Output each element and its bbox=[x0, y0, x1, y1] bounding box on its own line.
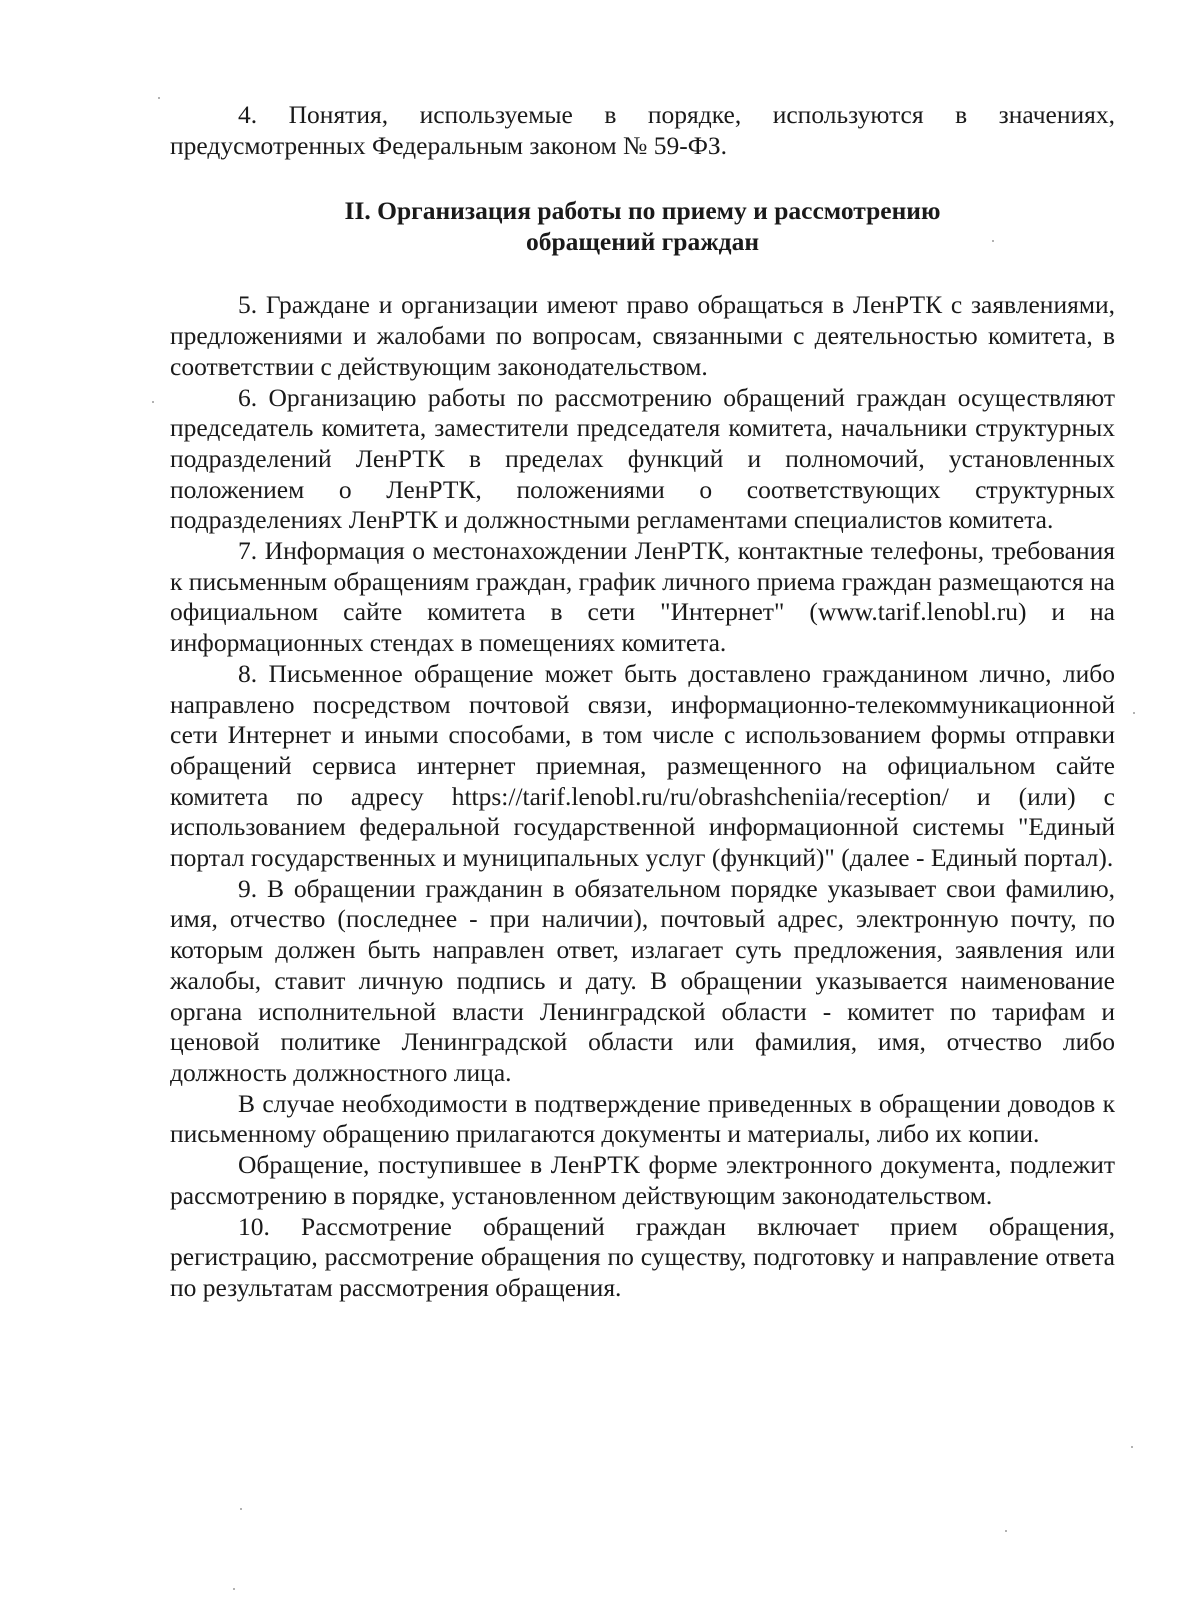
paragraph-9-attachments: В случае необходимости в подтверждение приведенных в обращении доводов к письменному обращению прилагаются документы и материалы, либо их копии. bbox=[170, 1088, 1115, 1149]
paragraph-9: 9. В обращении гражданин в обязательном порядке указывает свои фамилию, имя, отчество (последнее - при наличии), почтовый адрес, электронную почту, по которым должен быть направлен ответ, излагает суть предложения, заявления или жалобы, ставит личную подпись и дату. В обращении указывается наименование органа исполнительной власти Ленинградской области - комитет по тарифам и ценовой политике Ленинградской области или фамилия, имя, отчество либо должность должностного лица. bbox=[170, 873, 1115, 1087]
paragraph-10: 10. Рассмотрение обращений граждан включает прием обращения, регистрацию, рассмотрение обращения по существу, подготовку и направление ответа по результатам рассмотрения обращения. bbox=[170, 1211, 1115, 1302]
paragraph-7: 7. Информация о местонахождении ЛенРТК, контактные телефоны, требования к письменным обращениям граждан, график личного приема граждан размещаются на официальном сайте комитета в сети "Интернет" (www.tarif.lenobl.ru) и на информационных стендах в помещениях комитета. bbox=[170, 536, 1115, 658]
scan-speck bbox=[1133, 712, 1135, 714]
paragraph-5: 5. Граждане и организации имеют право обращаться в ЛенРТК с заявлениями, предложениями и жалобами по вопросам, связанными с деятельностью комитета, в соответствии с действующим законодательством. bbox=[170, 290, 1115, 381]
paragraph-6: 6. Организацию работы по рассмотрению обращений граждан осуществляют председатель комитета, заместители председателя комитета, начальники структурных подразделений ЛенРТК в пределах функций и полномочий, установленных положением о ЛенРТК, положениями о соответствующих структурных подразделениях ЛенРТК и должностными регламентами специалистов комитета. bbox=[170, 382, 1115, 535]
scan-speck bbox=[158, 97, 160, 99]
section-heading-line-2: обращений граждан bbox=[525, 227, 760, 257]
scan-speck bbox=[152, 401, 154, 403]
scan-speck bbox=[240, 1508, 242, 1510]
section-heading-line-1: II. Организация работы по приему и рассмотрению bbox=[344, 196, 941, 226]
paragraph-8: 8. Письменное обращение может быть доставлено гражданином лично, либо направлено посредством почтовой связи, информационно-телекоммуникационной сети Интернет и иными способами, в том числе с использованием формы отправки обращений сервиса интернет приемная, размещенного на официальном сайте комитета по адресу https://tarif.lenobl.ru/ru/obrashcheniia/reception/ и (или) с использованием федеральной государственной информационной системы "Единый портал государственных и муниципальных услуг (функций)" (далее - Единый портал). bbox=[170, 658, 1115, 873]
scan-speck bbox=[233, 1588, 235, 1590]
paragraph-4: 4. Понятия, используемые в порядке, используются в значениях, предусмотренных Федеральным законом № 59-ФЗ. bbox=[170, 100, 1115, 160]
section-heading bbox=[170, 195, 1115, 257]
document-body bbox=[170, 100, 1115, 1304]
paragraph-9-electronic: Обращение, поступившее в ЛенРТК форме электронного документа, подлежит рассмотрению в порядке, установленном действующим законодательством. bbox=[170, 1150, 1115, 1210]
scan-speck bbox=[1005, 1530, 1007, 1532]
scan-speck bbox=[1131, 1446, 1133, 1448]
